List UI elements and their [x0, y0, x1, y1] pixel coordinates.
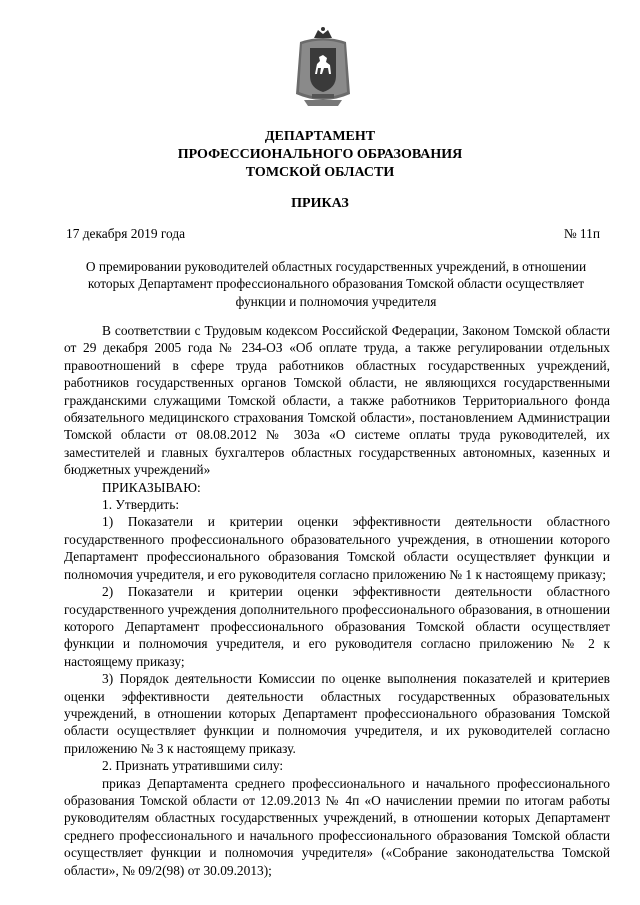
department-line: ДЕПАРТАМЕНТ	[264, 129, 376, 144]
order-number: № 11п	[563, 226, 600, 241]
subject-line: О премировании руководителей областных государственных учреждений, в отношении	[85, 259, 587, 274]
clause-1-item-1: 1) Показатели и критерии оценки эффективности деятельности областного государственного профессионального образовательного учреждения, в отношении которого Департамент профессионального образования Томской области осуществляет функции и полномочия учредителя, и его руководителя согласно приложению № 1 к настоящему приказу;	[64, 514, 610, 582]
order-subject	[66, 258, 606, 310]
document-type-title: ПРИКАЗ	[291, 196, 349, 211]
clause-2-item: приказ Департамента среднего профессионального и начального профессионального образования Томской области от 12.09.2013 № 4п «О начислении премии по итогам работы руководителям областных государственных учреждений, в отношении которых Департамент среднего профессионального и начального профессионального образования Томской области осуществляет функции и полномочия учредителя» («Собрание законодательства Томской области», № 09/2(98) от 30.09.2013);	[64, 775, 610, 878]
clause-1-item-2: 2) Показатели и критерии оценки эффективности деятельности областного государственного учреждения дополнительного профессионального образования, в отношении которого Департамент профессионального образования Томской области осуществляет функции и полномочия учредителя, и его руководителя согласно приложению № 2 к настоящему приказу;	[64, 584, 610, 669]
order-body	[64, 322, 610, 879]
subject-line: которых Департамент профессионального образования Томской области осуществляет	[87, 276, 585, 292]
department-line: ПРОФЕССИОНАЛЬНОГО ОБРАЗОВАНИЯ	[177, 146, 463, 162]
preamble-paragraph: В соответствии с Трудовым кодексом Российской Федерации, Законом Томской области от 29 декабря 2005 года № 234-ОЗ «Об оплате труда, а также регулировании отдельных правоотношений в сфере труда работников областных государственных учреждений, работников государственных органов Томской области, не являющихся государственными гражданскими служащими Томской области, а также работников Территориального фонда обязательного медицинского страхования Томской области», постановлением Администрации Томской области от 08.08.2012 № 303а «О системе оплаты труда руководителей, их заместителей и главных бухгалтеров областных государственных автономных, казенных и бюджетных учреждений»	[64, 323, 610, 478]
clause-2-heading: 2. Признать утратившими силу:	[102, 758, 284, 774]
coat-of-arms-icon	[294, 24, 352, 108]
clause-1-item-3: 3) Порядок деятельности Комиссии по оценке выполнения показателей и критериев оценки эффективности деятельности областных государственных образовательных учреждений, в отношении которых Департамент профессионального образования Томской области осуществляет функции и полномочия учредителя, и их руководителей согласно приложению № 3 к настоящему приказу.	[64, 671, 610, 756]
order-date: 17 декабря 2019 года	[66, 226, 186, 241]
clause-1-heading: 1. Утвердить:	[102, 497, 180, 513]
subject-line: функции и полномочия учредителя	[235, 293, 437, 309]
department-line: ТОМСКОЙ ОБЛАСТИ	[245, 164, 395, 180]
order-directive: ПРИКАЗЫВАЮ:	[102, 479, 201, 495]
department-name	[0, 128, 640, 181]
